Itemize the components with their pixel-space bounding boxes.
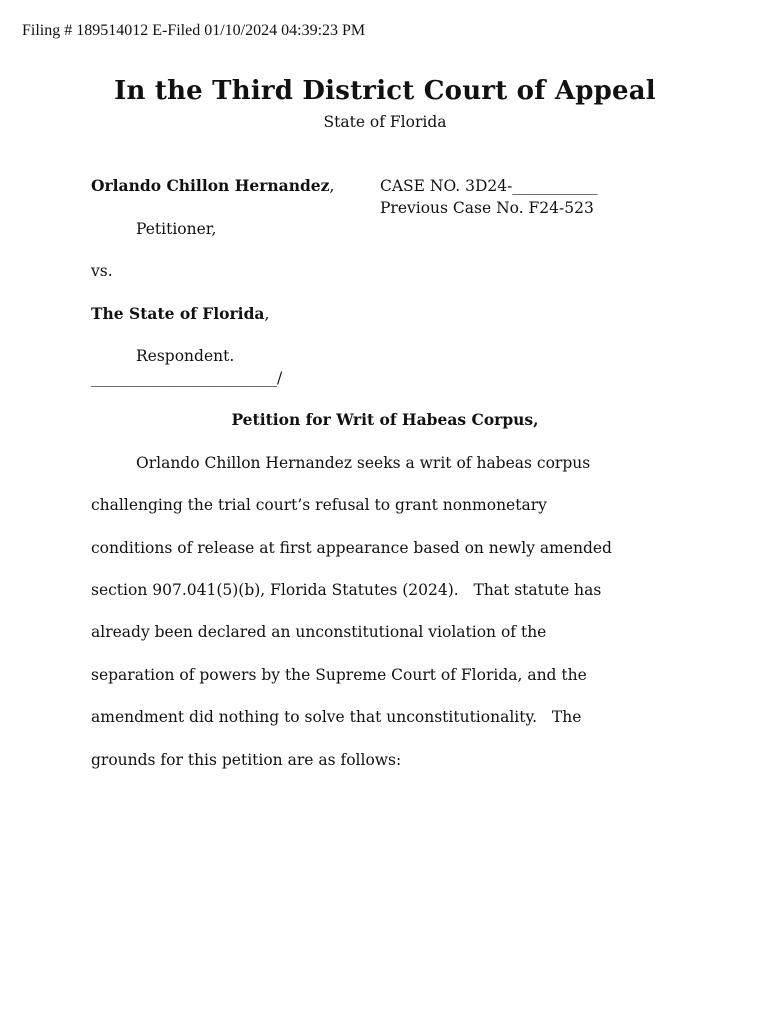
- petitioner-line: [91, 176, 334, 196]
- body-line: section 907.041(5)(b), Florida Statutes (2024). That statute has: [91, 581, 602, 599]
- body-line: amendment did nothing to solve that unconstitutionality. The: [91, 708, 582, 726]
- respondent-name: The State of Florida: [91, 304, 265, 323]
- petitioner-comma: ,: [329, 177, 335, 195]
- body-line: already been declared an unconstitutional violation of the: [91, 623, 547, 641]
- versus: vs.: [91, 262, 113, 280]
- previous-case-number: Previous Case No. F24-523: [380, 199, 594, 217]
- petitioner-name: Orlando Chillon Hernandez: [91, 176, 330, 195]
- body-line: separation of powers by the Supreme Court of Florida, and the: [91, 666, 587, 684]
- body-line: Orlando Chillon Hernandez seeks a writ of habeas corpus: [136, 454, 591, 472]
- court-subtitle: State of Florida: [323, 113, 447, 131]
- case-number: CASE NO. 3D24-___________: [380, 177, 598, 195]
- filing-stamp: Filing # 189514012 E-Filed 01/10/2024 04:39:23 PM: [22, 22, 366, 39]
- body-line: conditions of release at first appearance based on newly amended: [91, 539, 612, 557]
- body-line: challenging the trial court’s refusal to grant nonmonetary: [91, 496, 547, 514]
- respondent-role: Respondent.: [136, 347, 235, 365]
- court-title: In the Third District Court of Appeal: [114, 76, 656, 106]
- respondent-comma: ,: [264, 305, 270, 323]
- petitioner-role: Petitioner,: [136, 220, 217, 238]
- caption-rule: ________________________/: [91, 369, 283, 387]
- respondent-line: [91, 304, 269, 324]
- body-line: grounds for this petition are as follows:: [91, 751, 402, 769]
- petition-title: Petition for Writ of Habeas Corpus,: [231, 410, 539, 429]
